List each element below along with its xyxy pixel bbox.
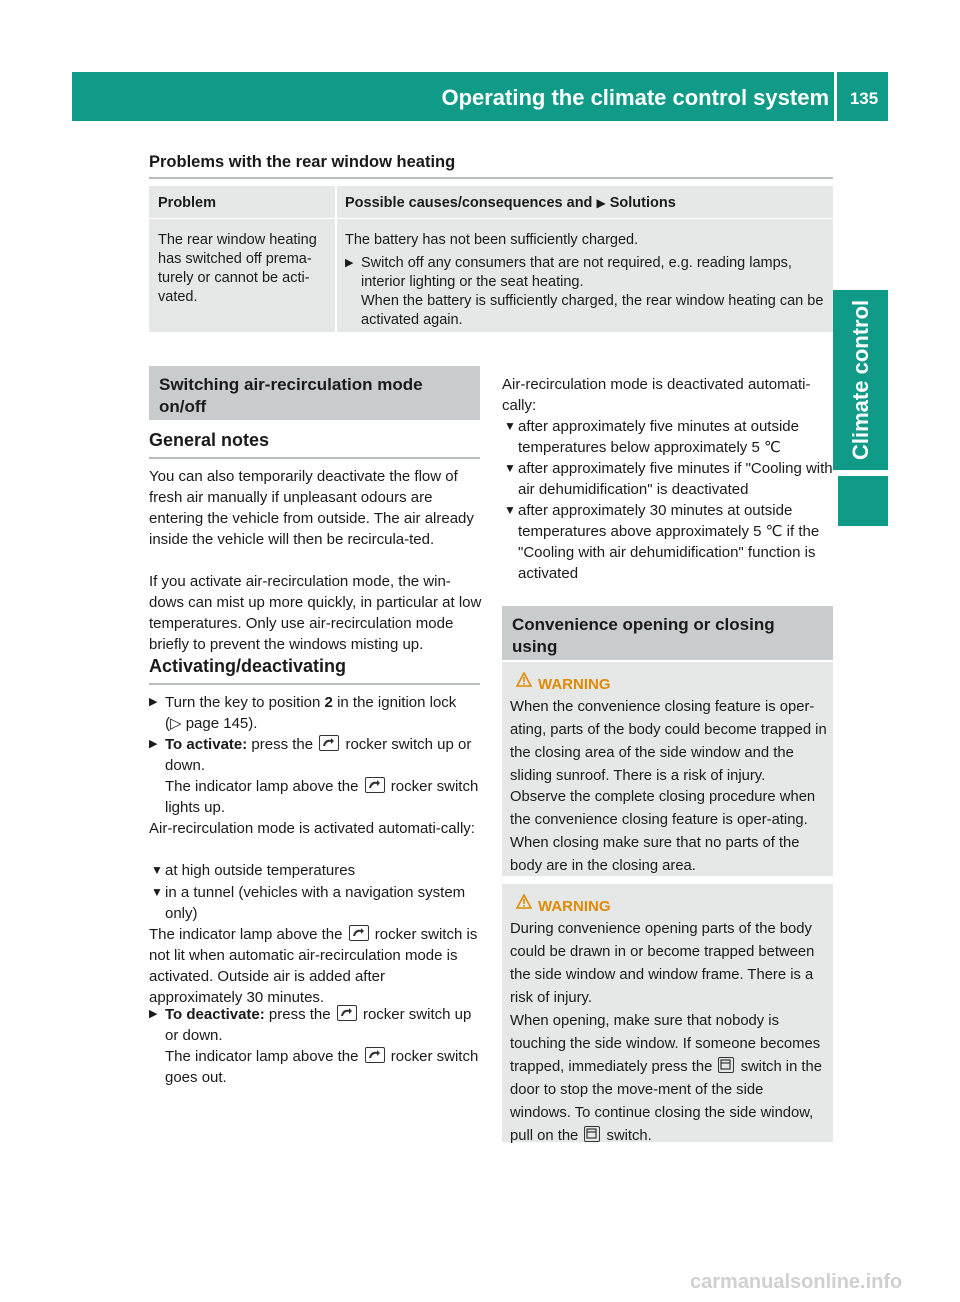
step-arrow-icon: ▶ bbox=[596, 196, 606, 210]
list-item: ▼ after approximately five minutes at outside temperatures below approximately 5 ℃ bbox=[504, 418, 799, 456]
list-item: ▼ in a tunnel (vehicles with a navigation system only) bbox=[151, 884, 466, 922]
general-notes-text: You can also temporarily deactivate the flow of fresh air manually if unpleasant odours are entering the vehicle from outside. The air already inside the vehicle will then be recircula-ted. bbox=[149, 468, 474, 548]
warning-label: WARNING bbox=[538, 676, 611, 693]
step-arrow-icon: ▶ bbox=[149, 1008, 158, 1020]
warning-text: When opening, make sure that nobody is touching the side window. If someone becomes trapped, immediately press the switch in the door to stop the move-ment of the side windows. To continue closing the side window, pull on the switch. bbox=[510, 1013, 822, 1144]
window-switch-icon bbox=[718, 1057, 734, 1073]
side-tab-label: Climate control bbox=[848, 299, 873, 461]
step-arrow-icon: ▶ bbox=[345, 257, 354, 269]
section-band: Switching air-recirculation mode on/off bbox=[149, 366, 480, 420]
warning-text: When the convenience closing feature is oper-ating, parts of the body could become trapped in the closing area of the side window and the sliding sunroof. There is a risk of injury. bbox=[510, 699, 827, 784]
recirculation-icon bbox=[337, 1005, 357, 1021]
recirculation-icon bbox=[349, 925, 369, 941]
header-divider bbox=[834, 72, 837, 121]
table-cell-solutions: The battery has not been sufficiently charged. ▶ Switch off any consumers that are not required, e.g. reading lamps, interior lighting or the seat heating. When the battery is sufficiently charged, the rear window heating can be activated again. bbox=[337, 219, 833, 332]
recirculation-icon bbox=[365, 777, 385, 793]
table-cell-problem: The rear window heating has switched off prema-turely or cannot be acti-vated. bbox=[149, 219, 335, 332]
window-switch-icon bbox=[584, 1126, 600, 1142]
bullet-icon: ▼ bbox=[151, 885, 163, 899]
table-header-solutions: Possible causes/consequences and ▶ Solutions bbox=[337, 186, 833, 218]
header-bar bbox=[72, 72, 888, 121]
page-number: 135 bbox=[849, 89, 879, 108]
instruction-step: ▶ To activate: press the rocker switch up or down. The indicator lamp above the rocker switch lights up. bbox=[149, 736, 479, 816]
watermark: carmanualsonline.info bbox=[690, 1271, 903, 1293]
activating-heading: Activating/deactivating bbox=[149, 656, 347, 676]
list-item: ▼ after approximately five minutes if "Cooling with air dehumidification" is deactivated bbox=[504, 460, 833, 498]
table-header-problem: Problem bbox=[149, 186, 335, 218]
instruction-step: ▶ To deactivate: press the rocker switch up or down. The indicator lamp above the rocker switch goes out. bbox=[149, 1006, 479, 1086]
step-arrow-icon: ▶ bbox=[149, 738, 158, 750]
bullet-icon: ▼ bbox=[151, 863, 163, 877]
warning-box bbox=[502, 884, 833, 1142]
bullet-icon: ▼ bbox=[504, 503, 516, 517]
page-title: Operating the climate control system bbox=[441, 85, 829, 110]
divider bbox=[149, 683, 480, 685]
warning-label: WARNING bbox=[538, 898, 611, 915]
instruction-step: ▶ Turn the key to position 2 in the ignition lock (▷ page 145). bbox=[149, 694, 457, 732]
bullet-icon: ▼ bbox=[504, 419, 516, 433]
side-tab-marker bbox=[838, 476, 888, 526]
recirculation-icon bbox=[319, 735, 339, 751]
warning-icon bbox=[516, 894, 532, 909]
rear-window-heading: Problems with the rear window heating bbox=[149, 153, 456, 171]
warning-text: Observe the complete closing procedure when the convenience closing feature is oper-ating. When closing make sure that no parts of the body are in the closing area. bbox=[510, 789, 816, 874]
general-notes-text: If you activate air-recirculation mode, the win-dows can mist up more quickly, in particular at low temperatures. Only use air-recirculation mode briefly to prevent the windows misting up. bbox=[149, 573, 482, 653]
warning-box bbox=[502, 662, 833, 876]
indicator-text: The indicator lamp above the rocker switch is not lit when automatic air-recirculation mode is activated. Outside air is added after approximately 30 minutes. bbox=[149, 926, 478, 1006]
bullet-icon: ▼ bbox=[504, 461, 516, 475]
deactivation-text: Air-recirculation mode is deactivated automati-cally: bbox=[502, 376, 811, 414]
list-item: ▼ at high outside temperatures bbox=[151, 862, 356, 879]
recirculation-icon bbox=[365, 1047, 385, 1063]
step-arrow-icon: ▶ bbox=[149, 696, 158, 708]
divider bbox=[149, 177, 833, 179]
list-item: ▼ after approximately 30 minutes at outside temperatures above approximately 5 ℃ if the "Cooling with air dehumidification" function is activated bbox=[504, 502, 820, 582]
divider bbox=[149, 457, 480, 459]
warning-text: During convenience opening parts of the body could be drawn in or become trapped between the side window and window frame. There is a risk of injury. bbox=[510, 921, 815, 1006]
general-notes-heading: General notes bbox=[149, 430, 270, 450]
section-band: Convenience opening or closing using bbox=[502, 606, 833, 660]
warning-icon bbox=[516, 672, 532, 687]
auto-activation-text: Air-recirculation mode is activated automati-cally: bbox=[149, 820, 475, 837]
